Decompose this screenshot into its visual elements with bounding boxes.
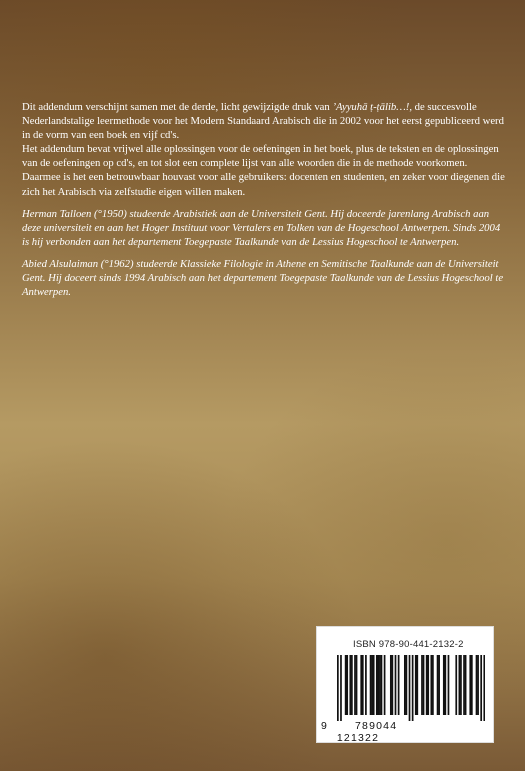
ean-digits-left: 789044 xyxy=(355,720,398,732)
barcode-bar xyxy=(416,655,418,715)
barcode-bar xyxy=(427,655,429,715)
barcode-bar xyxy=(469,655,471,715)
barcode-bar xyxy=(390,655,392,715)
barcode-bar xyxy=(415,655,417,715)
barcode-bar xyxy=(340,655,342,721)
barcode-bar xyxy=(421,655,423,715)
barcode-bar xyxy=(378,655,380,715)
barcode-bar xyxy=(404,655,406,715)
barcode-bar xyxy=(351,655,353,715)
barcode-bar xyxy=(412,655,414,721)
barcode-bar xyxy=(356,655,358,715)
barcode-bar xyxy=(430,655,432,715)
barcode-bar xyxy=(354,655,356,715)
barcode-bar xyxy=(379,655,381,715)
barcode-bar xyxy=(395,655,397,715)
ean-digits-right: 121322 xyxy=(336,732,380,744)
barcode-bar xyxy=(370,655,372,715)
ean-digits xyxy=(321,720,491,744)
barcode-bar xyxy=(477,655,479,715)
barcode-bar xyxy=(443,655,445,715)
barcode-bar xyxy=(346,655,348,715)
barcode-bar xyxy=(438,655,440,715)
barcode-bars xyxy=(337,655,485,721)
barcode-bar xyxy=(471,655,473,715)
ean-digit-first: 9 xyxy=(321,720,329,732)
barcode-bar xyxy=(360,655,362,715)
isbn-label: ISBN 978-90-441-2132-2 xyxy=(353,639,464,650)
description-intro-rest: , de succesvolle Nederlandstalige leermethode voor het Modern Standaard Arabisch die in 2002 voor het eerst gepubliceerd werd in de vorm van een boek en vijf cd's. xyxy=(22,101,504,142)
barcode-bar xyxy=(349,655,351,715)
barcode-bar xyxy=(463,655,465,715)
description-paragraph-1 xyxy=(22,100,507,142)
author-bio-alsulaiman: Abied Alsulaiman (°1962) studeerde Klassieke Filologie in Athene en Semitische Taalkunde aan de Universiteit Gent. Hij doceert sinds 1994 Arabisch aan het departement Toegepaste Taalkunde van de Lessius Hogeschool te Antwerpen. xyxy=(22,257,504,299)
barcode-bar xyxy=(398,655,400,715)
barcode-bar xyxy=(459,655,461,715)
barcode-bar xyxy=(444,655,446,715)
barcode-bar xyxy=(381,655,383,715)
barcode-bar xyxy=(480,655,482,721)
barcode-bar xyxy=(362,655,364,715)
barcode-bar xyxy=(448,655,450,715)
description-paragraph-2: Het addendum bevat vrijwel alle oplossingen voor de oefeningen in het boek, plus de teksten en de oplossingen van de oefeningen op cd's, en tot slot een complete lijst van alle woorden die in de methode voorkomen. Daarmee is het een betrouwbaar houvast voor alle gebruikers: docenten en studenten, en zeker voor diegenen die zich het Arabisch via zelfstudie eigen willen maken. xyxy=(22,143,505,198)
barcode-bar xyxy=(371,655,373,715)
barcode-bar xyxy=(437,655,439,715)
barcode-bar xyxy=(373,655,375,715)
barcode-bar xyxy=(406,655,408,715)
barcode-bar xyxy=(384,655,386,715)
isbn-barcode xyxy=(316,626,494,743)
barcode-bar xyxy=(476,655,478,715)
barcode-bar xyxy=(337,655,339,721)
barcode-bar xyxy=(376,655,378,715)
barcode-bar xyxy=(409,655,411,721)
barcode-bar xyxy=(423,655,425,715)
barcode-bar xyxy=(426,655,428,715)
description-intro: Dit addendum verschijnt samen met de derde, licht gewijzigde druk van xyxy=(22,101,330,113)
barcode-bar xyxy=(455,655,457,715)
back-cover-text xyxy=(22,100,507,299)
barcode-bar xyxy=(365,655,367,715)
barcode-bar xyxy=(345,655,347,715)
barcode-bar xyxy=(432,655,434,715)
barcode-bar xyxy=(483,655,485,721)
barcode-bar xyxy=(465,655,467,715)
barcode-bar xyxy=(392,655,394,715)
barcode-bar xyxy=(460,655,462,715)
book-title: ’Ayyuhā ṭ-ṭālib…! xyxy=(332,101,410,113)
author-bio-talloen: Herman Talloen (°1950) studeerde Arabistiek aan de Universiteit Gent. Hij doceerde jarenlang Arabisch aan deze universiteit en aan het Hoger Instituut voor Vertalers en Tolken van de Hogeschool Antwerpen. Sinds 2004 is hij verbonden aan het departement Toegepaste Taalkunde van de Lessius Hogeschool te Antwerpen. xyxy=(22,207,501,248)
